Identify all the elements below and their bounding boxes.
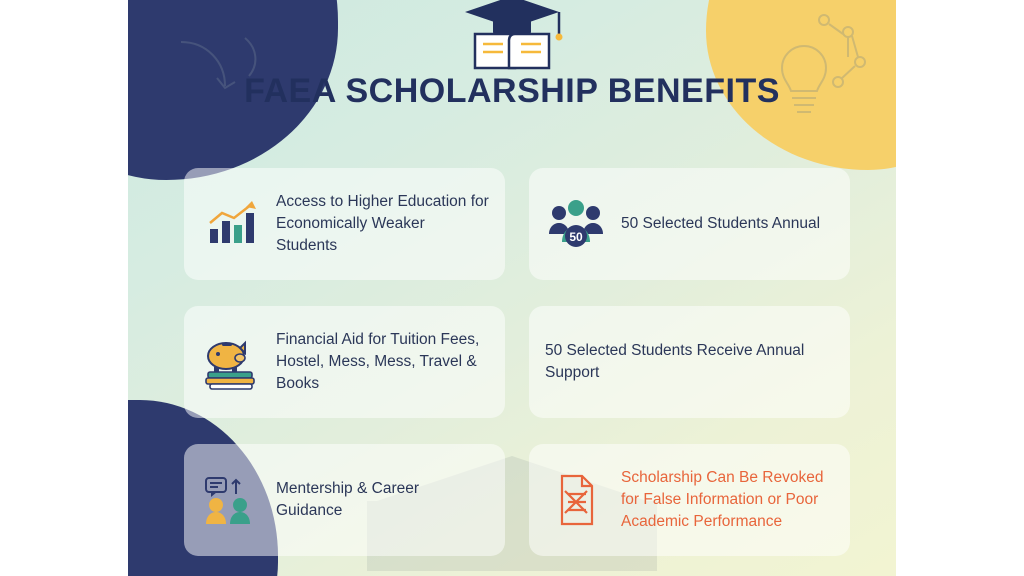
benefit-card-text: Financial Aid for Tuition Fees, Hostel, Mess, Mess, Travel & Books <box>276 331 480 392</box>
graduation-cap-book-icon <box>457 0 567 74</box>
benefit-card-text: 50 Selected Students Receive Annual Support <box>545 342 805 381</box>
poster-canvas <box>128 0 896 576</box>
mentorship-people-chat-icon <box>200 469 262 531</box>
benefit-card-text: Access to Higher Education for Economically Weaker Students <box>276 193 489 254</box>
svg-text:50: 50 <box>569 230 583 244</box>
benefit-card <box>184 306 505 418</box>
benefit-card-text: Mentership & Career Guidance <box>276 480 420 519</box>
piggy-bank-books-icon <box>200 331 262 393</box>
bar-chart-growth-icon <box>200 193 262 255</box>
revoked-document-icon <box>545 469 607 531</box>
benefit-card-text: Scholarship Can Be Revoked for False Information or Poor Academic Performance <box>621 469 824 530</box>
benefits-grid <box>184 168 850 556</box>
benefit-card-text: 50 Selected Students Annual <box>621 215 821 232</box>
benefit-card <box>184 168 505 280</box>
benefit-card-warning <box>529 444 850 556</box>
benefit-card <box>529 168 850 280</box>
benefit-card <box>529 306 850 418</box>
page-title: FAEA SCHOLARSHIP BENEFITS <box>244 72 780 110</box>
students-group-50-icon <box>545 193 607 255</box>
benefit-card <box>184 444 505 556</box>
